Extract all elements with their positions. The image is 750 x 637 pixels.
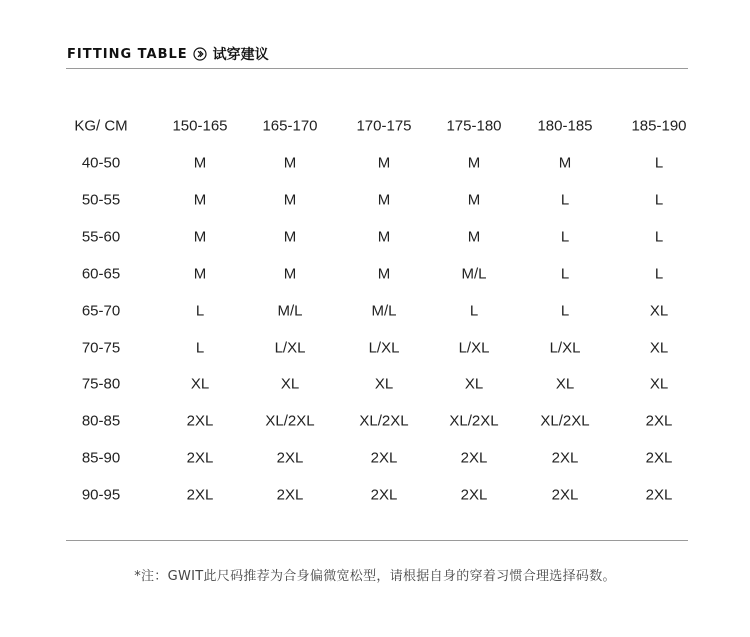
size-cell: L (560, 228, 570, 246)
column-header-height: 185-190 (631, 117, 687, 135)
size-cell: M (283, 154, 297, 172)
size-cell: 2XL (186, 412, 214, 430)
size-cell: 2XL (370, 486, 398, 504)
size-cell: XL (555, 375, 575, 393)
size-cell: XL/2XL (449, 412, 499, 430)
column-header-height: 150-165 (172, 117, 228, 135)
bottom-divider (66, 540, 688, 541)
row-header-weight: 75-80 (81, 375, 121, 393)
size-cell: M (193, 191, 207, 209)
size-cell: 2XL (645, 449, 673, 467)
size-cell: L/XL (368, 339, 400, 356)
size-cell: M (467, 191, 481, 209)
size-cell: XL/2XL (265, 412, 315, 430)
size-cell: 2XL (645, 486, 673, 504)
size-cell: M (193, 228, 207, 246)
size-cell: XL (649, 375, 669, 393)
size-cell: 2XL (645, 412, 673, 430)
size-cell: M/L (277, 302, 303, 320)
size-cell: L (654, 154, 664, 172)
size-cell: L/XL (274, 339, 306, 356)
size-cell: M (377, 154, 391, 172)
row-header-weight: 90-95 (81, 486, 121, 504)
size-cell: XL (649, 339, 669, 356)
size-cell: XL (280, 375, 300, 393)
size-cell: L (560, 191, 570, 209)
row-header-weight: 55-60 (81, 228, 121, 246)
footnote: *注：GWIT此尺码推荐为合身偏微宽松型，请根据自身的穿着习惯合理选择码数。 (134, 569, 616, 584)
size-cell: 2XL (276, 486, 304, 504)
size-cell: L/XL (549, 339, 581, 356)
row-header-weight: 50-55 (81, 191, 121, 209)
row-header-weight: 80-85 (81, 412, 121, 430)
size-cell: XL/2XL (359, 412, 409, 430)
size-cell: M/L (371, 302, 397, 320)
column-header-height: 170-175 (356, 117, 412, 135)
size-cell: XL/2XL (540, 412, 590, 430)
size-cell: 2XL (551, 449, 579, 467)
size-cell: 2XL (186, 449, 214, 467)
size-cell: M (377, 265, 391, 283)
size-cell: L (560, 302, 570, 320)
column-header-height: 165-170 (262, 117, 318, 135)
size-cell: M (467, 154, 481, 172)
size-cell: L (654, 228, 664, 246)
size-cell: M (193, 154, 207, 172)
header-subtitle: 试穿建议 (212, 47, 269, 63)
row-header-weight: 70-75 (81, 339, 121, 356)
column-header-height: 180-185 (537, 117, 593, 135)
header-title: FITTING TABLE (67, 46, 188, 62)
size-cell: 2XL (460, 486, 488, 504)
size-cell: XL (190, 375, 210, 393)
size-cell: M/L (461, 265, 487, 283)
size-cell: 2XL (551, 486, 579, 504)
size-cell: L/XL (458, 339, 490, 356)
column-header-height: 175-180 (446, 117, 502, 135)
size-cell: M (377, 191, 391, 209)
size-cell: L (469, 302, 479, 320)
row-header-weight: 85-90 (81, 449, 121, 467)
size-cell: L (654, 191, 664, 209)
size-cell: XL (374, 375, 394, 393)
size-cell: M (193, 265, 207, 283)
size-cell: 2XL (186, 486, 214, 504)
size-cell: L (654, 265, 664, 283)
row-header-weight: 60-65 (81, 265, 121, 283)
size-cell: L (195, 302, 205, 320)
corner-header: KG/ CM (74, 117, 128, 135)
size-cell: 2XL (460, 449, 488, 467)
size-cell: M (377, 228, 391, 246)
row-header-weight: 65-70 (81, 302, 121, 320)
size-cell: M (283, 228, 297, 246)
size-cell: 2XL (276, 449, 304, 467)
size-cell: M (283, 191, 297, 209)
size-cell: XL (649, 302, 669, 320)
size-cell: M (558, 154, 572, 172)
size-cell: 2XL (370, 449, 398, 467)
size-cell: XL (464, 375, 484, 393)
size-cell: L (195, 339, 205, 356)
size-cell: L (560, 265, 570, 283)
row-header-weight: 40-50 (81, 154, 121, 172)
size-cell: M (467, 228, 481, 246)
size-cell: M (283, 265, 297, 283)
